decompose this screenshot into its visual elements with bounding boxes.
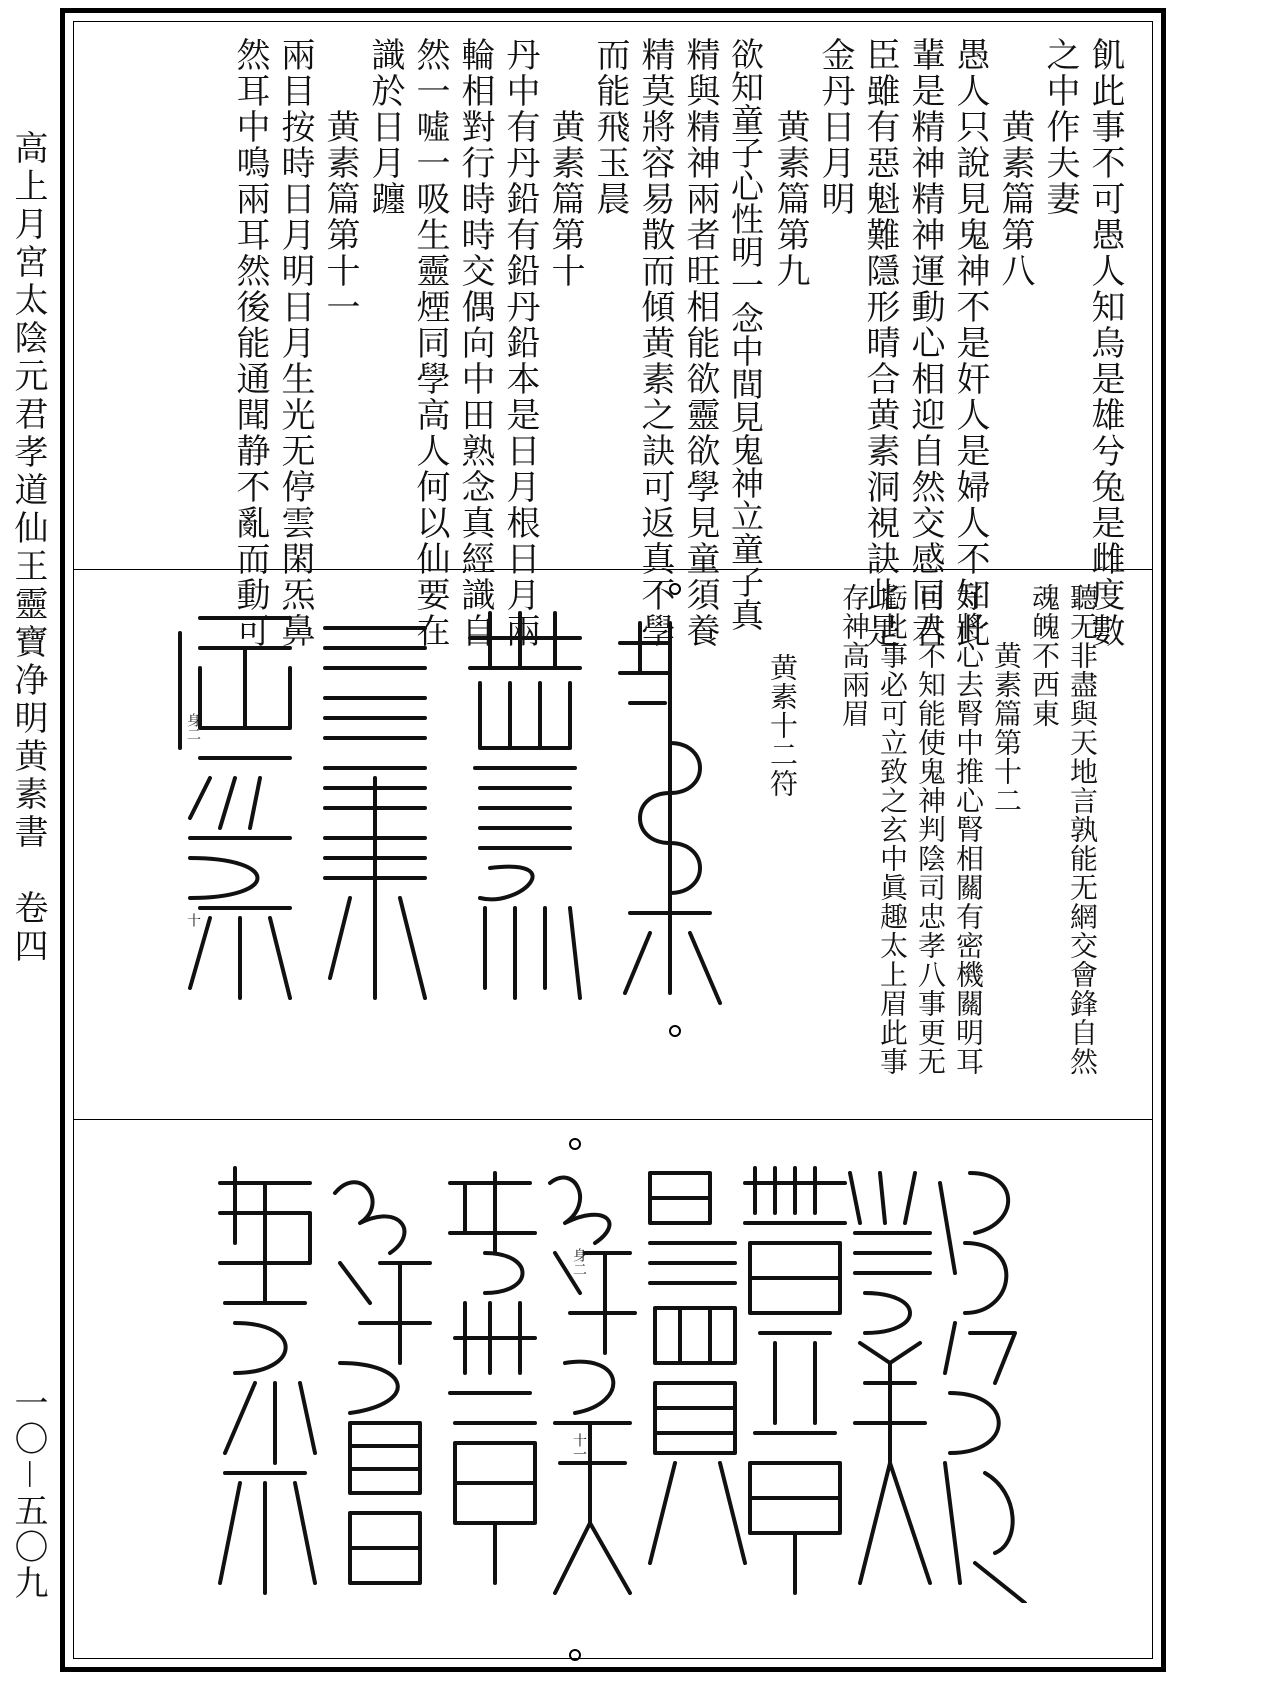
chapter-heading: 黄素篇第八 — [995, 37, 1035, 289]
chapter-heading: 黄素篇第十二 — [990, 583, 1023, 815]
margin-page-number: 一〇－五〇九 — [8, 1385, 48, 1601]
talisman-glyph-10 — [435, 1163, 545, 1603]
text-column: 輩是精神精神運動心相迎自然交感同君 — [905, 37, 945, 649]
talisman-note: 身二 — [185, 713, 201, 741]
text-column: 目人不知能使鬼神判陰司忠孝八事更无 — [914, 583, 947, 1076]
text-column: 好將心去腎中推心腎相關有密機關明耳 — [952, 583, 985, 1076]
talisman-glyph-11 — [320, 1163, 440, 1603]
circle-mark-icon — [669, 583, 681, 595]
text-column: 金丹日月明 — [815, 37, 855, 217]
text-column: 欲知童子心性明一念中間見鬼神立童子真 — [726, 37, 765, 631]
circle-mark-icon — [569, 1138, 581, 1150]
circle-mark-icon — [669, 1025, 681, 1037]
talisman-glyph-2 — [460, 608, 590, 1008]
page-frame — [60, 8, 1166, 1672]
text-column: 而能飛玉晨 — [590, 37, 630, 217]
text-column: 愚人只說見鬼神不是奸人是婦人不知此 — [950, 37, 990, 649]
talisman-note: 十 — [185, 913, 201, 927]
text-column: 聽无非盡與天地言孰能无網交會鋒自然 — [1066, 583, 1099, 1076]
talisman-glyph-8 — [635, 1163, 755, 1603]
text-column: 魂魄不西東 — [1028, 583, 1061, 728]
talisman-glyph-12 — [205, 1163, 325, 1603]
text-column: 精與精神兩者旺相能欲靈欲學見童須養 — [680, 37, 720, 649]
talisman-glyph-3 — [310, 608, 440, 1008]
text-column: 存神高兩眉 — [838, 583, 871, 728]
talisman-note: 身二 — [571, 1248, 587, 1276]
section-divider-bottom — [73, 1119, 1153, 1120]
text-column: 精莫將容易散而傾黄素之訣可返真不學 — [635, 37, 675, 649]
text-column: 識於日月躔 — [365, 37, 405, 217]
talisman-glyph-4 — [150, 608, 300, 1008]
text-column: 然一噓一吸生靈煙同學高人何以仙要在 — [410, 37, 450, 649]
talisman-caption: 黄素十二符 — [766, 653, 799, 798]
talisman-note: 十一 — [571, 1433, 587, 1461]
text-column: 然耳中鳴兩耳然後能通聞静不亂而動可 — [230, 37, 270, 649]
circle-mark-icon — [569, 1649, 581, 1661]
talisman-glyph-9 — [535, 1163, 645, 1603]
chapter-heading: 黄素篇第十一 — [320, 37, 360, 325]
margin-book-title: 高上月宮太陰元君孝道仙王靈寶净明黄素書 卷四 — [8, 130, 48, 966]
chapter-heading: 黄素篇第十 — [545, 37, 585, 289]
text-column: 臣雖有惡魁難隱形晴合黄素洞視訣此是 — [860, 37, 900, 649]
talisman-glyph-1 — [610, 613, 740, 1013]
text-column: 虧此事必可立致之玄中眞趣太上眉此事 — [876, 583, 909, 1076]
text-column: 兩目按時日月明日月生光无停雲閑炁鼻 — [275, 37, 315, 649]
text-column: 丹中有丹鉛有鉛丹鉛本是日月根日月兩 — [500, 37, 540, 649]
text-column: 輪相對行時時交偶向中田熟念真經識自 — [455, 37, 495, 649]
text-column: 飢此事不可愚人知烏是雄兮兔是雌度數 — [1085, 37, 1125, 649]
chapter-heading: 黄素篇第九 — [770, 37, 810, 289]
text-column: 之中作夫妻 — [1040, 37, 1080, 217]
